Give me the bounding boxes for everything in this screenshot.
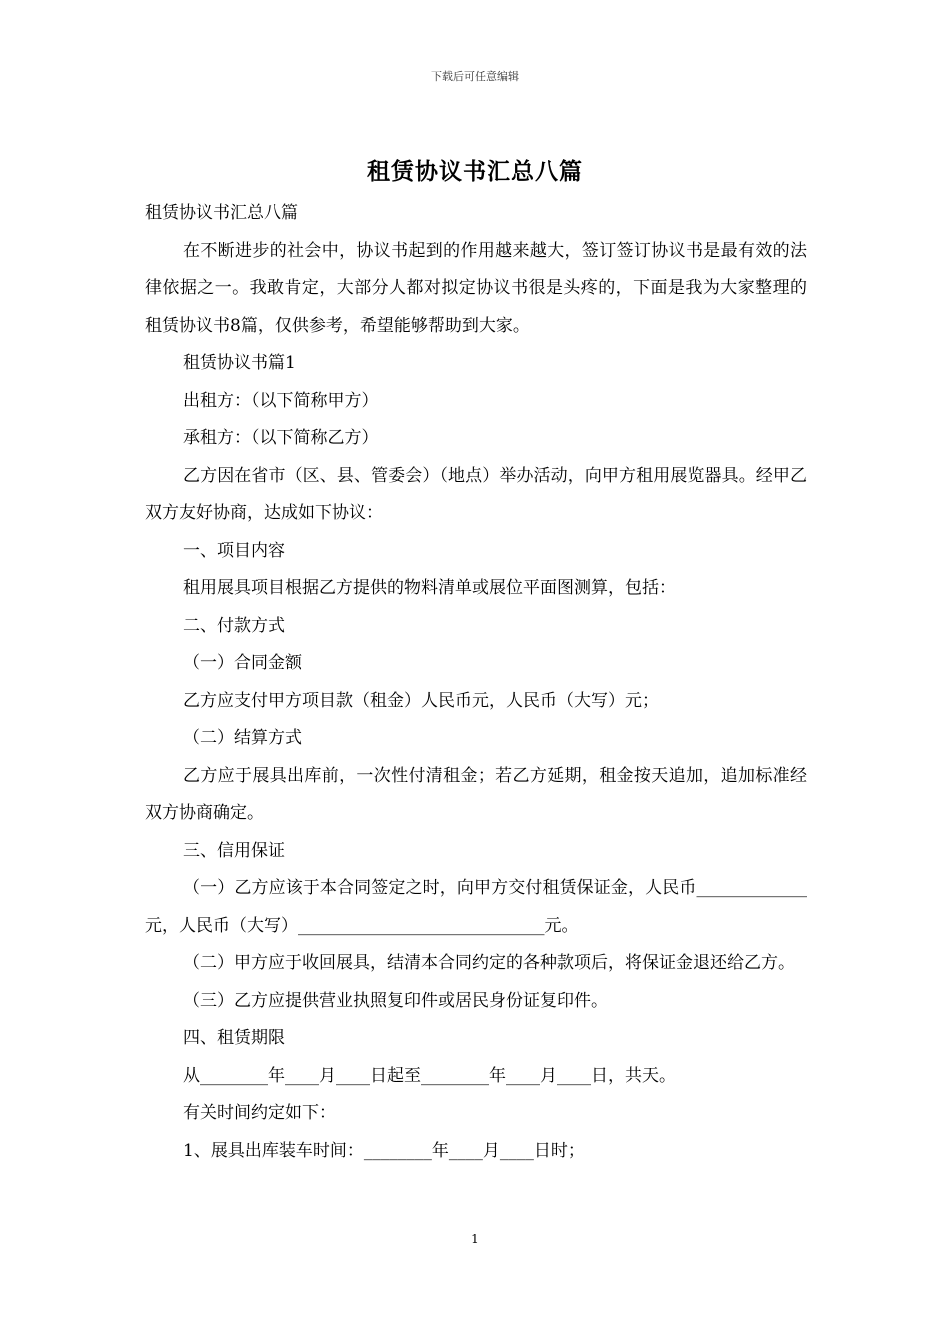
paragraph-clause-subheading: （一）合同金额 (183, 653, 302, 673)
paragraph-clause-heading: 三、信用保证 (183, 840, 285, 861)
paragraph-clause-heading: 二、付款方式 (183, 615, 285, 636)
paragraph-lessor: 出租方：（以下简称甲方） (183, 390, 379, 411)
paragraph-clause-heading: 四、租赁期限 (183, 1028, 285, 1048)
paragraph-clause: 从________年____月____日起至________年____月____日，共天。 (183, 1065, 676, 1086)
paragraph-purpose: 乙方因在省市（区、县、管委会）（地点）举办活动，向甲方租用展览器具。经甲乙双方友好协商，达成如下协议： (145, 465, 807, 523)
paragraph-clause: （一）乙方应该于本合同签定之时，向甲方交付租赁保证金，人民币_____________元，人民币（大写）_____________________________元。 (145, 878, 807, 936)
page-number: 1 (471, 1232, 479, 1246)
paragraph-lessee: 承租方：（以下简称乙方） (183, 428, 379, 448)
paragraph-clause: 乙方应支付甲方项目款（租金）人民币元，人民币（大写）元； (183, 690, 659, 711)
paragraph-subtitle: 租赁协议书汇总八篇 (145, 203, 298, 223)
paragraph-clause: 乙方应于展具出库前，一次性付清租金；若乙方延期，租金按天追加，追加标准经双方协商确定。 (145, 765, 807, 823)
document-body (145, 195, 807, 1170)
header-note: 下载后可任意编辑 (431, 70, 519, 83)
paragraph-clause: 1、展具出库装车时间：________年____月____日时； (183, 1140, 585, 1161)
paragraph-clause: （三）乙方应提供营业执照复印件或居民身份证复印件。 (183, 990, 608, 1011)
document-title: 租赁协议书汇总八篇 (367, 158, 583, 185)
paragraph-clause: 有关时间约定如下： (183, 1103, 336, 1123)
paragraph-clause: 租用展具项目根据乙方提供的物料清单或展位平面图测算，包括： (183, 578, 676, 598)
paragraph-clause-heading: 一、项目内容 (183, 540, 285, 561)
paragraph-section-heading: 租赁协议书篇1 (183, 353, 296, 373)
paragraph-clause-subheading: （二）结算方式 (183, 728, 302, 748)
paragraph-clause: （二）甲方应于收回展具，结清本合同约定的各种款项后，将保证金退还给乙方。 (183, 953, 795, 973)
paragraph-intro: 在不断进步的社会中，协议书起到的作用越来越大，签订签订协议书是最有效的法律依据之一。我敢肯定，大部分人都对拟定协议书很是头疼的，下面是我为大家整理的租赁协议书8篇，仅供参考，希望能够帮助到大家。 (145, 240, 807, 336)
